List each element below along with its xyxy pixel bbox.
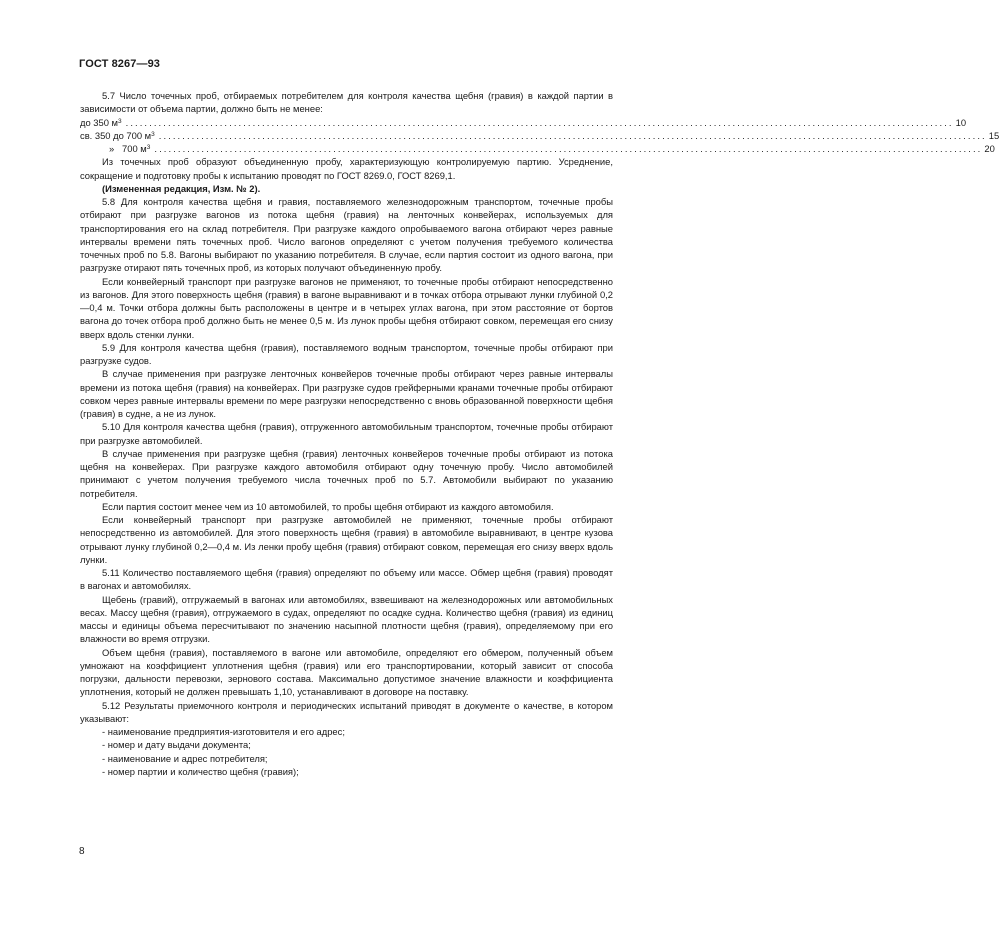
volume-row-1	[80, 116, 967, 129]
list-item: - номер и дату выдачи документа;	[102, 739, 251, 751]
leader-dots: ................................................................................................................................................................................	[154, 143, 983, 154]
list-item: - наименование и адрес потребителя;	[102, 752, 268, 764]
page-number: 8	[79, 846, 85, 857]
paragraph-5-9-1: 5.9 Для контроля качества щебня (гравия), поставляемого водным транспортом, точечные пробы отбирают при разгрузке судов.	[80, 341, 613, 366]
volume-row-label: до 350 м	[80, 116, 118, 128]
volume-row-sup: 3	[117, 117, 122, 125]
document-header: ГОСТ 8267—93	[79, 58, 160, 70]
paragraph-5-10-1: 5.10 Для контроля качества щебня (гравия), отгруженного автомобильным транспортом, точечные пробы отбирают при разгрузке автомобилей.	[80, 421, 613, 446]
volume-row-2	[80, 129, 999, 142]
volume-row-3	[80, 142, 995, 155]
volume-row-label: » 700 м	[109, 143, 147, 154]
paragraph-5-8-1: 5.8 Для контроля качества щебня и гравия, поставляемого железнодорожным транспортом, точечные пробы отбирают при разгрузке вагонов из потока щебня (гравия) на ленточных конвейерах, используемых для транспортирования его на склад потребителя. При разгрузке каждого опробываемого вагона отбирают через равные интервалы времени пять точечных проб. Число вагонов определяют с учетом получения требуемого количества точечных проб по 5.8. Вагоны выбирают по указанию потребителя. В случае, если партия состоит из одного вагона, при разгрузке отирают пять точечных проб, из которых получают объединенную пробу.	[80, 196, 613, 274]
volume-row-value: 15	[988, 129, 999, 141]
paragraph-5-7-after: Из точечных проб образуют объединенную пробу, характеризующую контролируемую партию. Усреднение, сокращение и подготовку пробы к испытанию проводят по ГОСТ 8269.0, ГОСТ 8269,1.	[80, 156, 613, 181]
edition-note: (Измененная редакция, Изм. № 2).	[102, 182, 261, 194]
leader-dots: ................................................................................................................................................................................	[125, 116, 954, 128]
paragraph-5-8-2: Если конвейерный транспорт при разгрузке вагонов не применяют, то точечные пробы отбирают непосредственно из вагонов. Для этого поверхность щебня (гравия) в вагоне выравнивают и в точках отбора отрывают лунки глубиной 0,2—0,4 м. Точки отбора должны быть расположены в центре и в четырех углах вагона, при этом расстояние от бортов вагона до точек отбора проб должно быть не менее 0,5 м. Из лунок пробы щебня отбирают совком, перемещая его снизу вверх вдоль стенки лунки.	[80, 275, 613, 340]
leader-dots: ................................................................................................................................................................................	[158, 129, 987, 141]
volume-row-value: 20	[984, 143, 995, 154]
paragraph-5-11-3: Объем щебня (гравия), поставляемого в вагоне или автомобиле, определяют его обмером, полученный объем умножают на коэффициент уплотнения щебня (гравия) или его транспортировании, который зависит от способа погрузки, дальности перевозки, зернового состава. Максимально допустимое значение влажности и коэффициента уплотнения, который не должен превышать 1,10, устанавливают в договоре на поставку.	[80, 646, 613, 698]
volume-row-label: св. 350 до 700 м	[80, 129, 152, 141]
paragraph-5-10-2: В случае применения при разгрузке щебня (гравия) ленточных конвейеров точечные пробы отбирают из потока щебня на конвейерах. При разгрузке каждого автомобиля отбирают одну точечную пробу. Число автомобилей принимают с учетом получения требуемого числа точечных проб по 5.7. Автомобили выбирают по указанию потребителя.	[80, 447, 613, 499]
paragraph-5-9-2: В случае применения при разгрузке ленточных конвейеров точечные пробы отбирают через равные интервалы времени из потока щебня (гравия) на конвейерах. При разгрузке судов грейферными кранами точечные пробы отбирают совком через равные интервалы времени по мере разгрузки непосредственно с вновь образованной поверхности щебня (гравия) в судне, а не из лунок.	[80, 368, 613, 419]
paragraph-5-11-2: Щебень (гравий), отгружаемый в вагонах или автомобилях, взвешивают на железнодорожных или автомобильных весах. Массу щебня (гравия), отгружаемого в судах, определяют по осадке судна. Количество щебня (гравия) из единиц массы и единицы объема пересчитывают по значению насыпной плотности щебня (гравия), определяемому при его влажности во время отгрузки.	[80, 593, 613, 645]
volume-row-value: 10	[955, 116, 967, 128]
document-body	[80, 89, 999, 778]
quality-document-list	[80, 725, 613, 778]
list-item: - номер партии и количество щебня (гравия);	[102, 765, 299, 777]
paragraph-5-10-4: Если конвейерный транспорт при разгрузке автомобилей не применяют, точечные пробы отбирают непосредственно из автомобилей. Для этого поверхность щебня (гравия) в автомобиле выравнивают, в центре кузова отрывают лунку глубиной 0,2—0,4 м. Из ленки пробу щебня (гравия) отбирают совком, перемещая его снизу вверх вдоль лунки.	[80, 514, 613, 565]
paragraph-5-10-3: Если партия состоит менее чем из 10 автомобилей, то пробы щебня отбирают из каждого автомобиля.	[102, 500, 554, 512]
volume-row-sup: 3	[146, 144, 151, 151]
volume-row-sup: 3	[151, 130, 155, 138]
paragraph-5-7-intro: 5.7 Число точечных проб, отбираемых потребителем для контроля качества щебня (гравия) в каждой партии в зависимости от объема партии, должно быть не менее:	[80, 90, 613, 115]
list-item: - наименование предприятия-изготовителя и его адрес;	[102, 726, 345, 737]
paragraph-5-11-1: 5.11 Количество поставляемого щебня (гравия) определяют по объему или массе. Обмер щебня (гравия) проводят в вагонах и автомобилях.	[80, 567, 613, 592]
paragraph-5-12-1: 5.12 Результаты приемочного контроля и периодических испытаний приводят в документе о качестве, в котором указывают:	[80, 699, 613, 724]
